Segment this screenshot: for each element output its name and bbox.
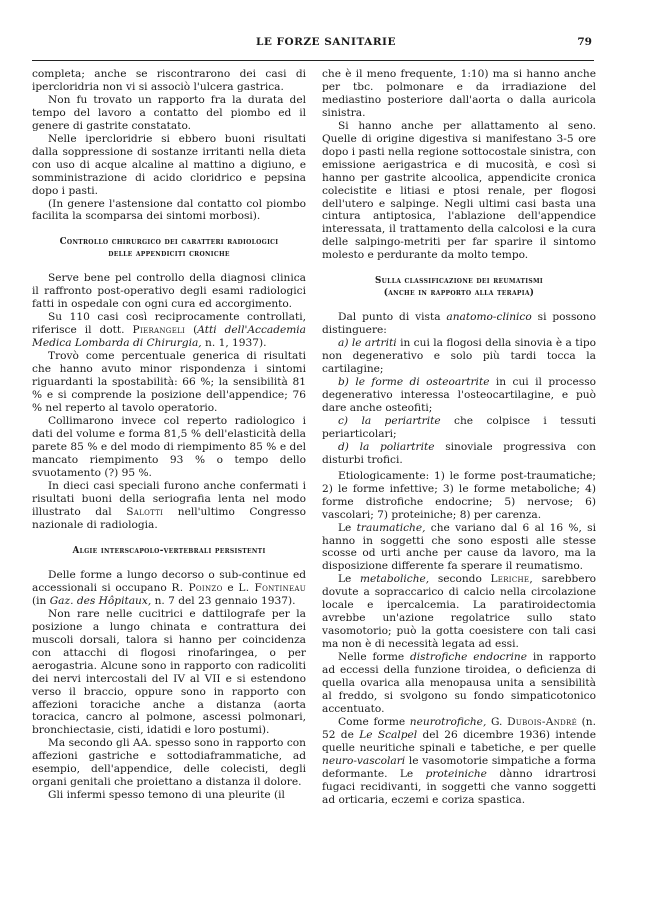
paragraph: Collimarono invece col reperto radiologico i dati del volume e forma 81,5 % dell'elasticità della parete 85 % e del modo di riempimento 85 % e del mancato riempimento 93 % o tempo dello svuotamento (?) 95 %. [32,414,306,479]
paragraph: Serve bene pel controllo della diagnosi clinica il raffronto post-operativo degli esami radiologici fatti in ospedale con ogni cura ed accorgimento. [32,272,306,311]
heading-line: delle appendiciti croniche [108,248,230,259]
paragraph: Come forme neurotrofiche, G. Dubois-André (n. 52 de Le Scalpel del 26 dicembre 1936) intende quelle neuritiche spinali e tabetiche, e per quelle neuro-vascolari le vasomotorie simpatiche a forma deformante. Le proteiniche dànno idrartrosi fugaci recidivanti, in soggetti che vanno soggetti ad orticaria, eczemi e coriza spastica. [322,715,596,806]
paragraph: Si hanno anche per allattamento al seno. Quelle di origine digestiva si manifestano 3-5 ore dopo i pasti nella regione sottocostale sinistra, con emissione aerigastrica e di mucosità, e così si hanno per gastrite alcoolica, appendicite cronica colecistite e litiasi e ptosi renale, per flogosi dell'utero e salpinge. Negli ultimi casi basta una cintura antiptosica, l'ablazione dell'appendice interessata, il trattamento della calcolosi e la cura delle salpingo-metriti per far sparire il sintomo molesto e perdurante da molto tempo. [322,119,596,262]
section-heading-appendiciti [32,237,306,260]
author-name: Leriche, [490,573,533,586]
left-column [32,68,306,802]
heading-line: (anche in rapporto alla terapia) [383,287,535,298]
paragraph: Su 110 casi così reciprocamente controllati, riferisce il dott. Pierangeli (Atti dell'Accademia Medica Lombarda di Chirurgia, n. 1, 1937). [32,311,307,350]
list-item: d) la poliartrite sinoviale progressiva con disturbi trofici. [322,440,596,466]
list-item: b) le forme di osteoartrite in cui il processo degenerativo interessa l'osteocartilagine, e può dare anche osteofiti; [322,376,597,414]
running-header [60,36,592,54]
author-name: Dubois-André [507,715,578,728]
heading-line: Controllo chirurgico dei caratteri radiologici [59,237,279,248]
paragraph: Non fu trovato un rapporto fra la durata del tempo del lavoro a contatto del piombo ed il genere di gastrite constatato. [32,93,306,132]
paragraph: Ma secondo gli AA. spesso sono in rapporto con affezioni gastriche e sottodiaframmatiche, ad esempio, dell'appendice, delle colecisti, degli organi genitali che proiettano a distanza il dolore. [32,737,306,789]
section-heading-algie [32,546,306,558]
section-heading-reumatismi [322,276,596,299]
heading-line: Sulla classificazione dei reumatismi [374,276,544,287]
journal-citation: Gaz. des Hôpitaux, [49,594,152,607]
paragraph: Delle forme a lungo decorso o sub-continue ed accessionali si occupano R. Poinzo e L. Fontineau (in Gaz. des Hôpitaux, n. 7 del 23 gennaio 1937). [32,569,306,607]
paragraph: che è il meno frequente, 1:10) ma si hanno anche per tbc. polmonare e da irradiazione del mediastino posteriore dall'aorta o dalla auricola sinistra. [322,68,596,119]
header-rule [32,60,594,61]
page-number: 79 [577,36,592,48]
author-name: Salotti [126,505,164,518]
paragraph: (In genere l'astensione dal contatto col piombo facilita la scomparsa dei sintomi morbosi). [32,197,306,223]
paragraph: Gli infermi spesso temono di una pleurite (il [48,789,285,802]
author-name: L. Fontineau [238,581,306,594]
paragraph: Le traumatiche, che variano dal 6 al 16 %, si hanno in soggetti che sono esposti alle stesse scosse od urti anche per cause da lavoro, ma la disposizione differente fa sperare il reumatismo. [322,521,596,573]
paragraph: In dieci casi speciali furono anche confermati i risultati buoni della seriografia lenta nel modo illustrato dal Salotti nell'ultimo Congresso nazionale di radiologia. [32,479,306,531]
list-item: a) le artriti in cui la flogosi della sinovia è a tipo non degenerativo e solo più tardi tocca la cartilagine; [322,337,597,376]
journal-citation: Le Scalpel [359,728,418,741]
paragraph: Le metaboliche, secondo Leriche, sarebbero dovute a sopraccarico di calcio nella circolazione locale e ipercalcemia. La paratiroidectomia avrebbe un'azione regolatrice sullo stato vasomotorio; può la gotta coesistere con tali casi ma non è di necessità legata ad essi. [322,573,597,651]
author-name: R. Poinzo [171,581,223,594]
journal-title: LE FORZE SANITARIE [256,36,396,48]
paragraph: Trovò come percentuale generica di risultati che hanno avuto minor rispondenza i sintomi riguardanti la spostabilità: 66 %; la sensibilità 81 % e si comprende la posizione dell'appendice; 76 % nel reperto al tavolo operatorio. [32,350,306,414]
paragraph: completa; anche se riscontrarono dei casi di ipercloridria non vi si associò l'ulcera gastrica. [32,68,306,93]
paragraph: Nelle ipercloridrie si ebbero buoni risultati dalla soppressione di sostanze irritanti nella dieta con uso di acque alcaline al mattino a digiuno, e somministrazione di acido cloridrico e pepsina dopo i pasti. [32,132,306,197]
paragraph: Dal punto di vista anatomo-clinico si possono distinguere: [322,311,596,337]
author-name: Pierangeli [132,324,186,337]
paragraph: Nelle forme distrofiche endocrine in rapporto ad eccessi della funzione tiroidea, o deficienza di quella ovarica alla menopausa unita a sensibilità al freddo, si svolgono su fondo simpaticotonico accentuato. [322,651,596,715]
paragraph: Etiologicamente: 1) le forme post-traumatiche; 2) le forme infettive; 3) le forme metaboliche; 4) forme distrofiche endocrine; 5) nervose; 6) vascolari; 7) proteiniche; 8) per carenza. [322,469,596,521]
paragraph: Non rare nelle cucitrici e dattilografe per la posizione a lungo chinata e contrattura dei muscoli dorsali, talora si hanno per coincidenza con attacchi di flogosi rinofaringea, o per aerogastria. Alcune sono in rapporto con radicoliti dei nervi intercostali del IV al VII e si estendono verso il braccio, oppure sono in rapporto con affezioni toraciche anche a distanza (aorta toracica, cancro al polmone, ascessi polmonari, bronchiectasie, cisti, idatidi e loro postumi). [32,607,306,737]
heading-line: Algie interscapolo-vertebrali persistenti [72,545,266,556]
right-column [322,68,596,807]
list-item: c) la periartrite che colpisce i tessuti periarticolari; [322,414,596,440]
journal-citation: Atti dell'Accademia Medica Lombarda di Chirurgia, [32,324,307,350]
